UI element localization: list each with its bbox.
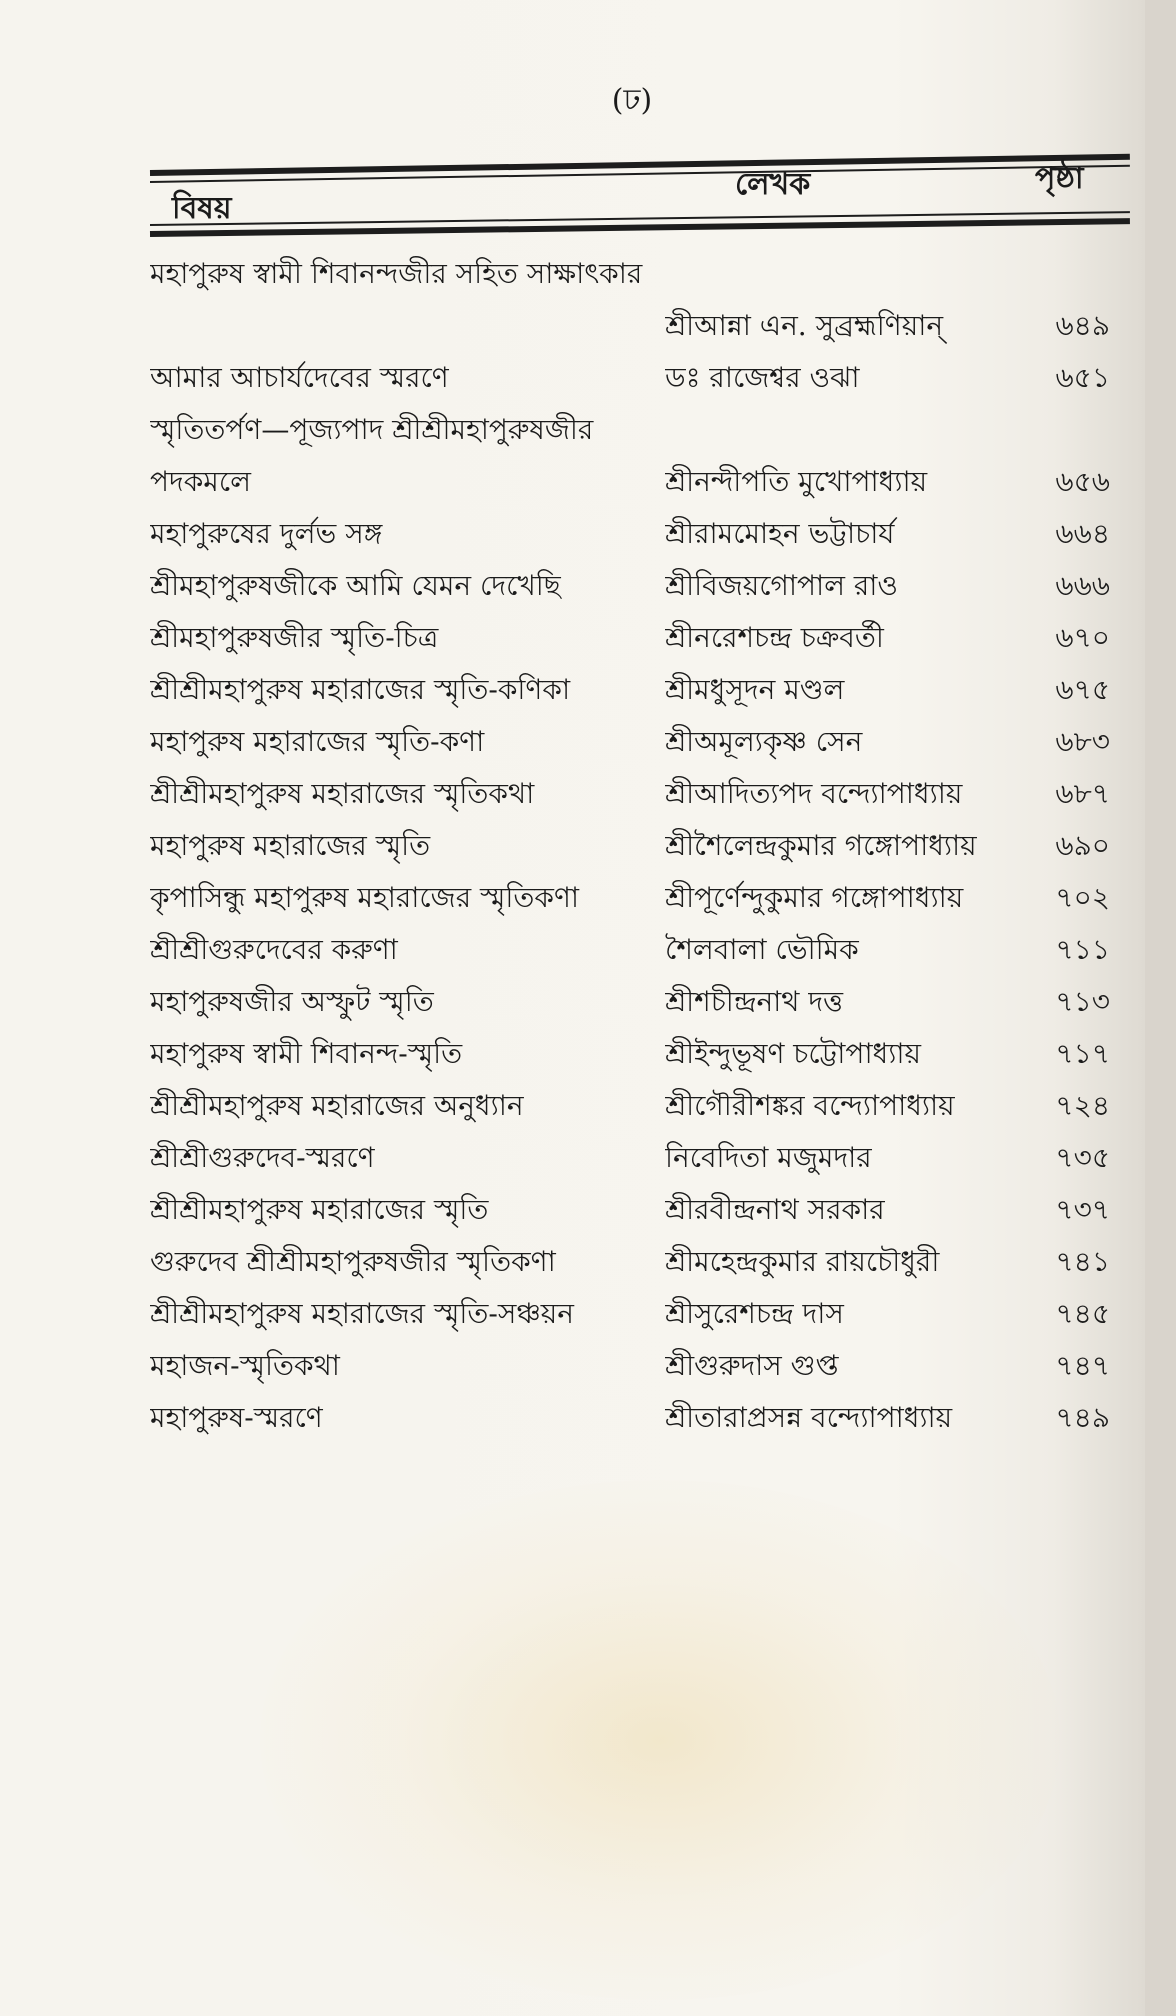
entry-page-number: ৬৬৪ (1055, 517, 1110, 550)
entry-author: শ্রীনন্দীপতি মুখোপাধ্যায় (665, 465, 928, 498)
entry-subject: শ্রীশ্রীমহাপুরুষ মহারাজের স্মৃতিকথা (150, 777, 535, 810)
entry-author: শৈলবালা ভৌমিক (665, 933, 859, 966)
column-header-subject: বিষয় (172, 191, 232, 226)
toc-entry (150, 1392, 1110, 1444)
entry-subject: কৃপাসিন্ধু মহাপুরুষ মহারাজের স্মৃতিকণা (150, 881, 580, 914)
entry-author: শ্রীঅমূল্যকৃষ্ণ সেন (665, 725, 863, 758)
entry-page-number: ৬৭০ (1055, 621, 1110, 654)
toc-entry (150, 1184, 1110, 1236)
toc-entry (150, 1236, 1110, 1288)
paper-stain (260, 1480, 1060, 2000)
entry-subject: মহাপুরুষ স্বামী শিবানন্দ-স্মৃতি (150, 1037, 463, 1070)
toc-entry (150, 976, 1110, 1028)
entry-page-number: ৭৩৫ (1055, 1141, 1110, 1174)
toc-entry (150, 404, 1110, 508)
table-of-contents (150, 248, 1110, 1444)
entry-subject: শ্রীমহাপুরুষজীকে আমি যেমন দেখেছি (150, 569, 561, 602)
entry-subject: শ্রীশ্রীগুরুদেব-স্মরণে (150, 1141, 375, 1174)
column-header-page: পৃষ্ঠা (1035, 161, 1084, 196)
entry-subject: মহাপুরুষ স্বামী শিবানন্দজীর সহিত সাক্ষাৎকার (150, 257, 643, 290)
entry-author: শ্রীগুরুদাস গুপ্ত (665, 1349, 839, 1382)
entry-subject: শ্রীশ্রীগুরুদেবের করুণা (150, 933, 398, 966)
entry-subject: স্মৃতিতর্পণ—পূজ্যপাদ শ্রীশ্রীমহাপুরুষজীর পদকমলে (150, 413, 594, 498)
entry-author: শ্রীগৌরীশঙ্কর বন্দ্যোপাধ্যায় (665, 1089, 955, 1122)
entry-page-number: ৬৮৩ (1055, 725, 1110, 758)
toc-entry (150, 820, 1110, 872)
entry-page-number: ৭১৩ (1055, 985, 1110, 1018)
entry-page-number: ৬৮৭ (1055, 777, 1110, 810)
page-number: (ঢ) (611, 83, 653, 118)
entry-author: শ্রীপূর্ণেন্দুকুমার গঙ্গোপাধ্যায় (665, 881, 964, 914)
entry-page-number: ৭৩৭ (1055, 1193, 1110, 1226)
entry-author: শ্রীরবীন্দ্রনাথ সরকার (665, 1193, 885, 1226)
header-rule-bottom-thick (150, 218, 1130, 237)
toc-entry (150, 508, 1110, 560)
toc-entry (150, 612, 1110, 664)
entry-page-number: ৬৪৯ (1055, 309, 1110, 342)
entry-page-number: ৭১১ (1055, 933, 1110, 966)
entry-author: শ্রীমহেন্দ্রকুমার রায়চৌধুরী (665, 1245, 940, 1278)
entry-author: শ্রীইন্দুভূষণ চট্টোপাধ্যায় (665, 1037, 921, 1070)
entry-subject: শ্রীমহাপুরুষজীর স্মৃতি-চিত্র (150, 621, 439, 654)
entry-author: শ্রীমধুসূদন মণ্ডল (665, 673, 845, 706)
entry-page-number: ৭৪৯ (1055, 1401, 1110, 1434)
entry-author: শ্রীরামমোহন ভট্টাচার্য (665, 517, 895, 550)
entry-author: শ্রীনরেশচন্দ্র চক্রবর্তী (665, 621, 884, 654)
entry-author: শ্রীআন্না এন. সুব্রহ্মণিয়ান্ (665, 309, 944, 342)
entry-page-number: ৭৪৫ (1055, 1297, 1110, 1330)
entry-page-number: ৭৪১ (1055, 1245, 1110, 1278)
toc-entry (150, 1080, 1110, 1132)
column-header-author: লেখক (735, 167, 811, 202)
entry-subject: শ্রীশ্রীমহাপুরুষ মহারাজের স্মৃতি-সঞ্চয়ন (150, 1297, 574, 1330)
entry-subject: মহাপুরুষ-স্মরণে (150, 1401, 323, 1434)
toc-entry (150, 1132, 1110, 1184)
toc-entry (150, 248, 1110, 352)
entry-subject: আমার আচার্যদেবের স্মরণে (150, 361, 449, 394)
toc-entry (150, 768, 1110, 820)
toc-entry (150, 1340, 1110, 1392)
entry-subject: শ্রীশ্রীমহাপুরুষ মহারাজের স্মৃতি (150, 1193, 489, 1226)
entry-subject: মহাপুরুষ মহারাজের স্মৃতি-কণা (150, 725, 485, 758)
toc-entry (150, 716, 1110, 768)
entry-author: শ্রীবিজয়গোপাল রাও (665, 569, 899, 602)
entry-author: নিবেদিতা মজুমদার (665, 1141, 872, 1174)
entry-author: শ্রীতারাপ্রসন্ন বন্দ্যোপাধ্যায় (665, 1401, 953, 1434)
toc-entry (150, 664, 1110, 716)
entry-subject: শ্রীশ্রীমহাপুরুষ মহারাজের অনুধ্যান (150, 1089, 524, 1122)
toc-entry (150, 1028, 1110, 1080)
entry-author: শ্রীশৈলেন্দ্রকুমার গঙ্গোপাধ্যায় (665, 829, 977, 862)
toc-entry (150, 352, 1110, 404)
entry-author: শ্রীশচীন্দ্রনাথ দত্ত (665, 985, 844, 1018)
entry-page-number: ৭২৪ (1055, 1089, 1110, 1122)
entry-page-number: ৬৫৬ (1055, 465, 1110, 498)
entry-page-number: ৬৯০ (1055, 829, 1110, 862)
entry-subject: শ্রীশ্রীমহাপুরুষ মহারাজের স্মৃতি-কণিকা (150, 673, 571, 706)
entry-page-number: ৭১৭ (1055, 1037, 1110, 1070)
entry-subject: মহাপুরুষজীর অস্ফুট স্মৃতি (150, 985, 434, 1018)
entry-subject: গুরুদেব শ্রীশ্রীমহাপুরুষজীর স্মৃতিকণা (150, 1245, 556, 1278)
entry-author: শ্রীআদিত্যপদ বন্দ্যোপাধ্যায় (665, 777, 963, 810)
entry-author: শ্রীসুরেশচন্দ্র দাস (665, 1297, 844, 1330)
entry-subject: মহাপুরুষ মহারাজের স্মৃতি (150, 829, 431, 862)
entry-page-number: ৭০২ (1055, 881, 1110, 914)
toc-entry (150, 924, 1110, 976)
entry-subject: মহাজন-স্মৃতিকথা (150, 1349, 340, 1382)
entry-page-number: ৬৭৫ (1055, 673, 1110, 706)
entry-page-number: ৭৪৭ (1055, 1349, 1110, 1382)
entry-subject: মহাপুরুষের দুর্লভ সঙ্গ (150, 517, 383, 550)
toc-entry (150, 1288, 1110, 1340)
entry-page-number: ৬৬৬ (1055, 569, 1110, 602)
toc-entry (150, 560, 1110, 612)
entry-author: ডঃ রাজেশ্বর ওঝা (665, 361, 860, 394)
toc-entry (150, 872, 1110, 924)
entry-page-number: ৬৫১ (1055, 361, 1110, 394)
